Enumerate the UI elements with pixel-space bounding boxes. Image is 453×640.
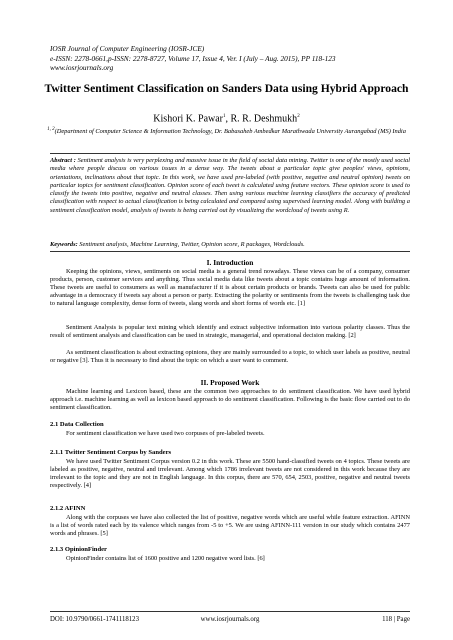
subsection-heading-data-collection: 2.1 Data Collection xyxy=(50,421,104,428)
opinionfinder-paragraph: OpinionFinder contains list of 1600 positive and 1200 negative word lists. [6] xyxy=(66,555,265,562)
footer-page-number: 118 | Page xyxy=(382,616,410,623)
afinn-paragraph: Along with the corpuses we have also collected the list of positive, negative words which are useful while feature extraction. AFINN is a list of words rated each by its valence which ranges from -5 to +5. We are using AFINN-111 version in our study which contains 2477 words and phrases. [5] xyxy=(50,514,410,537)
author-1-sup: 1 xyxy=(223,114,226,119)
author-2: , R. R. Deshmukh xyxy=(225,113,298,125)
sanders-corpus-paragraph: We have used Twitter Sentiment Corpus version 0.2 in this work. These are 5500 hand-classified tweets on 4 topics. These tweets are labeled as positive, negative, neutral and irrelevant. Among which 1786 irrelevant tweets are not considered in this work because they are irrelevant to the topic and they are not in English language. In this corpus, there are 570, 654, 2503, positive, negative and neutral tweets respectively. [4] xyxy=(50,458,410,489)
journal-issn: e-ISSN: 2278-0661,p-ISSN: 2278-8727, Volume 17, Issue 4, Ver. I (July – Aug. 2015), PP 118-123 xyxy=(50,53,336,63)
footer-site: www.iosrjournals.org xyxy=(200,616,260,623)
abstract-bottom-rule xyxy=(50,251,410,252)
journal-name: IOSR Journal of Computer Engineering (IOSR-JCE) xyxy=(50,44,205,53)
abstract-text: Sentiment analysis is very perplexing and massive issue in the field of social data mining. Twitter is one of the mostly used social media where people discuss on various issues in a dense way. The tweets about a particular topic give peoples' views, opinions, orientations, inclinations about that topic. In this work, we have used pre-labeled (with positive, negative and neutral opinion) tweets on particular topics for sentiment classification. Opinion score of each tweet is calculated using feature vectors. These opinion score is used to classify the tweets into positive, negative and neutral classes. Then using various machine learning classifiers the accuracy of predicted classification with respect to actual classification is being calculated and compared using supervised learning model. Along with building a sentiment classification model, analysis of tweets is being carried out by visualizing the wordcloud of tweets using R. xyxy=(50,157,410,214)
subsection-heading-sanders-corpus: 2.1.1 Twitter Sentiment Corpus by Sanders xyxy=(50,449,172,456)
section-heading-introduction: I. Introduction xyxy=(206,258,254,267)
affiliation-sup: 1, 2 xyxy=(47,127,55,132)
journal-site: www.iosrjournals.org xyxy=(50,63,114,73)
proposed-work-paragraph: Machine learning and Lexicon based, these are the common two approaches to do sentiment classification. We have used hybrid approach i.e. machine learning as well as lexicon based approach to do sentiment classification. Following is the basic flow carried out to do sentiment classification. xyxy=(50,388,410,411)
section-heading-proposed-work: II. Proposed Work xyxy=(200,378,260,387)
keywords xyxy=(50,241,410,249)
keywords-label: Keywords: xyxy=(50,241,78,248)
journal-header xyxy=(50,44,410,73)
footer-doi: DOI: 10.9790/0661-1741118123 xyxy=(50,616,139,623)
affiliation xyxy=(40,126,413,137)
footer-rule xyxy=(50,611,410,612)
affiliation-text: (Department of Computer Science & Information Technology, Dr. Babasaheb Ambedkar Marathwada University Aurangabad (MS) India xyxy=(54,128,406,136)
author-1: Kishori K. Pawar xyxy=(153,113,224,125)
subsection-heading-afinn: 2.1.2 AFINN xyxy=(50,505,86,512)
paper-title: Twitter Sentiment Classification on Sanders Data using Hybrid Approach xyxy=(44,82,409,95)
abstract-label: Abstract : xyxy=(50,157,76,164)
keywords-text: Sentiment analysis, Machine Learning, Twitter, Opinion score, R packages, Wordclouds. xyxy=(77,241,305,248)
intro-paragraph-3: As sentiment classification is about extracting opinions, they are mainly surrounded to a topic, to which user labels as positive, neutral or negative [3]. Thus it is necessary to find about the topic on which a user want to comment. xyxy=(50,349,410,364)
intro-paragraph-1: Keeping the opinions, views, sentiments on social media is a general trend nowadays. These views can be of a company, consumer products, person, customer services and anything. Thus social media data like tweets about a topic contains huge amount of information. These tweets are useful to consumers as well as manufacturer if it is about certain products or brands. Tweets can also be used for public advantage in a democracy if tweets say about a person or party. Extracting the polarity or sentiments from the tweets is challenging task due to natural language complexity, dense form of tweets, slang words and short forms of words etc. [1] xyxy=(50,268,410,307)
abstract-top-rule xyxy=(50,153,410,154)
abstract xyxy=(50,157,410,215)
intro-paragraph-2: Sentiment Analysis is popular text mining which identify and extract subjective information into various polarity classes. Thus the result of sentiment analysis and classification can be used in strategic, managerial, and operational decision making. [2] xyxy=(50,324,410,339)
data-collection-paragraph: For sentiment classification we have used two corpuses of pre-labeled tweets. xyxy=(66,430,265,437)
authors xyxy=(40,111,413,125)
subsection-heading-opinionfinder: 2.1.3 OpinionFinder xyxy=(50,546,107,553)
author-2-sup: 2 xyxy=(297,114,300,119)
